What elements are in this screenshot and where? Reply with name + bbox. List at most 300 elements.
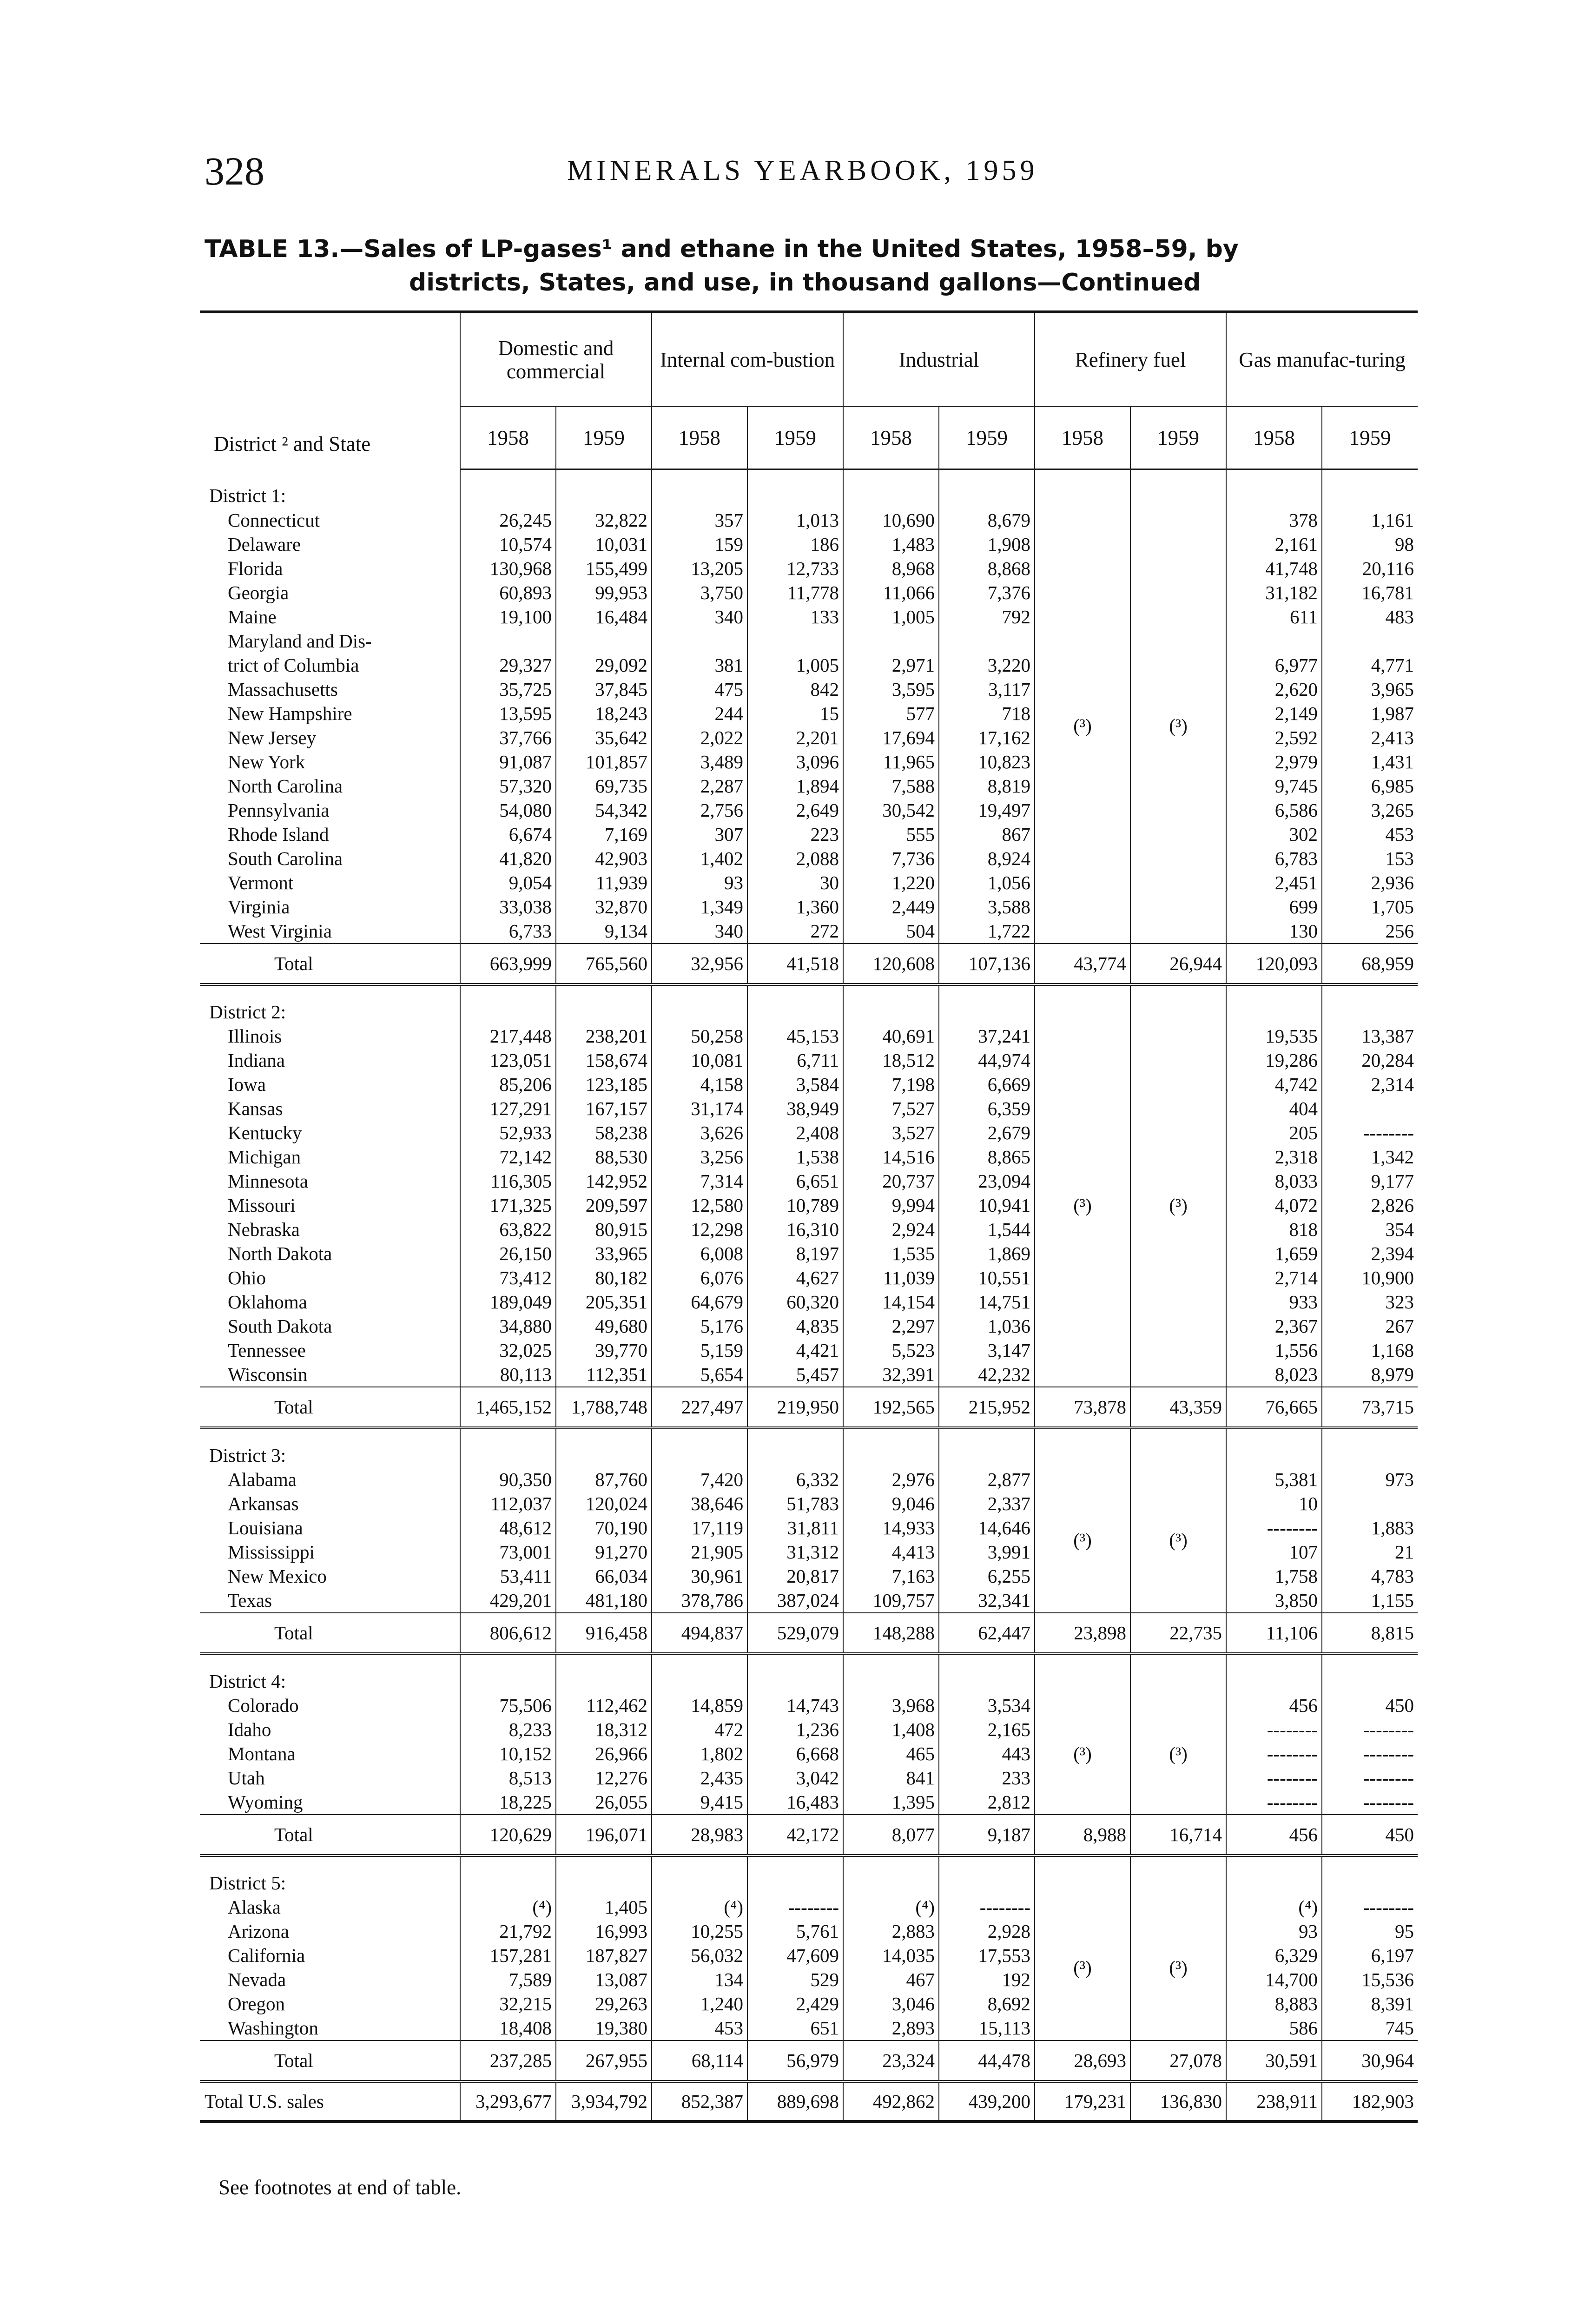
value-cell: 63,822 bbox=[460, 1217, 556, 1241]
value-cell: 11,965 bbox=[843, 750, 939, 774]
table-row bbox=[200, 1967, 1418, 1992]
value-cell: 134 bbox=[652, 1967, 747, 1992]
value-cell: 307 bbox=[652, 822, 747, 846]
table-row bbox=[200, 919, 1418, 944]
empty-cell bbox=[652, 1654, 747, 1693]
total-value-cell: 27,078 bbox=[1130, 2040, 1226, 2081]
value-cell: 529 bbox=[747, 1967, 843, 1992]
table-row bbox=[200, 2016, 1418, 2040]
value-cell: 11,039 bbox=[843, 1266, 939, 1290]
empty-cell bbox=[460, 1855, 556, 1895]
value-cell: 4,413 bbox=[843, 1540, 939, 1564]
value-cell: 32,025 bbox=[460, 1338, 556, 1362]
value-cell: 95 bbox=[1322, 1919, 1418, 1943]
value-cell: 8,819 bbox=[939, 774, 1035, 798]
value-cell: 99,953 bbox=[556, 581, 652, 605]
table-row bbox=[200, 556, 1418, 581]
value-cell: 91,087 bbox=[460, 750, 556, 774]
total-value-cell: 1,788,748 bbox=[556, 1387, 652, 1428]
value-cell: 6,197 bbox=[1322, 1943, 1418, 1967]
table-row bbox=[200, 871, 1418, 895]
value-cell: 1,168 bbox=[1322, 1338, 1418, 1362]
state-name: North Carolina bbox=[228, 775, 343, 797]
value-cell: 7,169 bbox=[556, 822, 652, 846]
value-cell: 60,320 bbox=[747, 1290, 843, 1314]
empty-cell bbox=[1322, 984, 1418, 1024]
value-cell: 7,376 bbox=[939, 581, 1035, 605]
value-cell: 127,291 bbox=[460, 1096, 556, 1121]
value-cell: 2,679 bbox=[939, 1121, 1035, 1145]
value-cell: 20,284 bbox=[1322, 1048, 1418, 1072]
value-cell: 3,626 bbox=[652, 1121, 747, 1145]
state-name: Colorado bbox=[228, 1695, 299, 1716]
value-cell: 792 bbox=[939, 605, 1035, 629]
value-cell: 267 bbox=[1322, 1314, 1418, 1338]
footnote-reference: See footnotes at end of table. bbox=[218, 2176, 462, 2199]
value-cell: -------- bbox=[1322, 1742, 1418, 1766]
value-cell: 187,827 bbox=[556, 1943, 652, 1967]
value-cell: 1,538 bbox=[747, 1145, 843, 1169]
footnote-marker: (³) bbox=[1073, 1529, 1092, 1551]
total-value-cell: 22,735 bbox=[1130, 1613, 1226, 1654]
table-row bbox=[200, 1693, 1418, 1717]
total-label: Total bbox=[200, 1613, 460, 1654]
value-cell: 2,318 bbox=[1226, 1145, 1322, 1169]
value-cell: 73,412 bbox=[460, 1266, 556, 1290]
value-cell: 30,542 bbox=[843, 798, 939, 822]
value-cell: 1,431 bbox=[1322, 750, 1418, 774]
value-cell: 2,877 bbox=[939, 1467, 1035, 1492]
value-cell: -------- bbox=[939, 1895, 1035, 1919]
value-cell: (⁴) bbox=[652, 1895, 747, 1919]
empty-cell bbox=[652, 1855, 747, 1895]
value-cell: 16,484 bbox=[556, 605, 652, 629]
state-name: Idaho bbox=[228, 1719, 271, 1740]
total-value-cell: 28,983 bbox=[652, 1815, 747, 1855]
table-row bbox=[200, 1766, 1418, 1790]
total-value-cell: 32,956 bbox=[652, 944, 747, 984]
value-cell: 49,680 bbox=[556, 1314, 652, 1338]
value-cell: -------- bbox=[1226, 1516, 1322, 1540]
value-cell: 11,066 bbox=[843, 581, 939, 605]
total-value-cell: 765,560 bbox=[556, 944, 652, 984]
page-number: 328 bbox=[205, 149, 264, 193]
value-cell: -------- bbox=[1322, 1121, 1418, 1145]
value-cell bbox=[652, 629, 747, 653]
value-cell: 159 bbox=[652, 532, 747, 556]
value-cell: 3,534 bbox=[939, 1693, 1035, 1717]
empty-cell bbox=[556, 469, 652, 508]
state-name: Pennsylvania bbox=[228, 799, 330, 821]
value-cell: 171,325 bbox=[460, 1193, 556, 1217]
value-cell: 4,835 bbox=[747, 1314, 843, 1338]
value-cell: 44,974 bbox=[939, 1048, 1035, 1072]
empty-cell bbox=[556, 1428, 652, 1467]
value-cell: 153 bbox=[1322, 846, 1418, 871]
value-cell: 3,527 bbox=[843, 1121, 939, 1145]
value-cell: 12,733 bbox=[747, 556, 843, 581]
value-cell: 112,462 bbox=[556, 1693, 652, 1717]
year-header: 1959 bbox=[556, 407, 652, 469]
empty-cell bbox=[1322, 1428, 1418, 1467]
footnote-marker: (³) bbox=[1073, 715, 1092, 736]
table-row bbox=[200, 1540, 1418, 1564]
value-cell: 14,154 bbox=[843, 1290, 939, 1314]
table-row bbox=[200, 1742, 1418, 1766]
total-value-cell: 120,608 bbox=[843, 944, 939, 984]
year-header: 1958 bbox=[843, 407, 939, 469]
value-cell: 2,826 bbox=[1322, 1193, 1418, 1217]
total-value-cell: 148,288 bbox=[843, 1613, 939, 1654]
value-cell: 1,402 bbox=[652, 846, 747, 871]
footnote-marker: (³) bbox=[1169, 1957, 1188, 1978]
value-cell: 1,342 bbox=[1322, 1145, 1418, 1169]
value-cell: 98 bbox=[1322, 532, 1418, 556]
value-cell: 10,900 bbox=[1322, 1266, 1418, 1290]
table-row bbox=[200, 1314, 1418, 1338]
value-cell: 7,163 bbox=[843, 1564, 939, 1588]
grand-total-value-cell: 136,830 bbox=[1130, 2081, 1226, 2121]
empty-cell bbox=[556, 1654, 652, 1693]
value-cell: 20,737 bbox=[843, 1169, 939, 1193]
value-cell bbox=[843, 629, 939, 653]
value-cell: 1,483 bbox=[843, 532, 939, 556]
state-name: Nevada bbox=[228, 1969, 286, 1990]
value-cell: 8,391 bbox=[1322, 1992, 1418, 2016]
empty-cell bbox=[460, 469, 556, 508]
value-cell: 3,750 bbox=[652, 581, 747, 605]
value-cell: 13,205 bbox=[652, 556, 747, 581]
value-cell: 238,201 bbox=[556, 1024, 652, 1048]
grand-total-value-cell: 3,293,677 bbox=[460, 2081, 556, 2121]
value-cell: 3,256 bbox=[652, 1145, 747, 1169]
value-cell: 70,190 bbox=[556, 1516, 652, 1540]
value-cell: 50,258 bbox=[652, 1024, 747, 1048]
empty-cell bbox=[1322, 469, 1418, 508]
value-cell: 3,991 bbox=[939, 1540, 1035, 1564]
value-cell: 9,054 bbox=[460, 871, 556, 895]
value-cell: 2,928 bbox=[939, 1919, 1035, 1943]
value-cell: 56,032 bbox=[652, 1943, 747, 1967]
value-cell: 8,197 bbox=[747, 1241, 843, 1266]
value-cell: 555 bbox=[843, 822, 939, 846]
value-cell: 45,153 bbox=[747, 1024, 843, 1048]
value-cell: 1,013 bbox=[747, 508, 843, 532]
empty-cell bbox=[460, 984, 556, 1024]
value-cell: 26,245 bbox=[460, 508, 556, 532]
state-name: Vermont bbox=[228, 872, 294, 893]
value-cell: 404 bbox=[1226, 1096, 1322, 1121]
value-cell: 10,574 bbox=[460, 532, 556, 556]
total-value-cell: 11,106 bbox=[1226, 1613, 1322, 1654]
empty-cell bbox=[1130, 1428, 1226, 1467]
value-cell: 32,870 bbox=[556, 895, 652, 919]
total-value-cell: 663,999 bbox=[460, 944, 556, 984]
value-cell: 1,908 bbox=[939, 532, 1035, 556]
state-name: North Dakota bbox=[228, 1243, 332, 1264]
page-header bbox=[205, 148, 1459, 199]
value-cell: 37,845 bbox=[556, 677, 652, 701]
value-cell: 233 bbox=[939, 1766, 1035, 1790]
value-cell: 3,489 bbox=[652, 750, 747, 774]
value-cell bbox=[556, 629, 652, 653]
total-value-cell: 806,612 bbox=[460, 1613, 556, 1654]
value-cell: 3,584 bbox=[747, 1072, 843, 1096]
grand-total-value-cell: 238,911 bbox=[1226, 2081, 1322, 2121]
value-cell: 7,527 bbox=[843, 1096, 939, 1121]
state-name: Oklahoma bbox=[228, 1291, 307, 1313]
value-cell: 1,220 bbox=[843, 871, 939, 895]
state-name: New Hampshire bbox=[228, 703, 352, 724]
value-cell: 472 bbox=[652, 1717, 747, 1742]
value-cell: 6,076 bbox=[652, 1266, 747, 1290]
state-name: Florida bbox=[228, 558, 283, 579]
value-cell: 101,857 bbox=[556, 750, 652, 774]
value-cell: 2,165 bbox=[939, 1717, 1035, 1742]
value-cell: 33,038 bbox=[460, 895, 556, 919]
value-cell: 91,270 bbox=[556, 1540, 652, 1564]
value-cell: 1,894 bbox=[747, 774, 843, 798]
value-cell: 256 bbox=[1322, 919, 1418, 944]
state-name: West Virginia bbox=[228, 920, 332, 942]
state-name: Mississippi bbox=[228, 1541, 315, 1563]
total-value-cell: 56,979 bbox=[747, 2040, 843, 2081]
value-cell: 3,096 bbox=[747, 750, 843, 774]
total-value-cell: 227,497 bbox=[652, 1387, 747, 1428]
state-name: Louisiana bbox=[228, 1517, 303, 1538]
total-value-cell: 73,878 bbox=[1035, 1387, 1130, 1428]
total-value-cell: 192,565 bbox=[843, 1387, 939, 1428]
value-cell: 6,711 bbox=[747, 1048, 843, 1072]
value-cell: 26,055 bbox=[556, 1790, 652, 1815]
value-cell: 2,936 bbox=[1322, 871, 1418, 895]
value-cell: 47,609 bbox=[747, 1943, 843, 1967]
value-cell: 42,232 bbox=[939, 1362, 1035, 1387]
value-cell: 31,312 bbox=[747, 1540, 843, 1564]
table-row bbox=[200, 677, 1418, 701]
value-cell: 130 bbox=[1226, 919, 1322, 944]
value-cell: 6,651 bbox=[747, 1169, 843, 1193]
empty-cell bbox=[556, 1855, 652, 1895]
value-cell: 3,595 bbox=[843, 677, 939, 701]
value-cell: 9,745 bbox=[1226, 774, 1322, 798]
state-name: Connecticut bbox=[228, 509, 320, 531]
value-cell: 123,051 bbox=[460, 1048, 556, 1072]
year-header: 1958 bbox=[652, 407, 747, 469]
table-row bbox=[200, 1895, 1418, 1919]
table-row bbox=[200, 532, 1418, 556]
table-row bbox=[200, 1024, 1418, 1048]
value-cell: 718 bbox=[939, 701, 1035, 726]
state-name: South Dakota bbox=[228, 1315, 332, 1337]
value-cell: 3,042 bbox=[747, 1766, 843, 1790]
empty-cell bbox=[1035, 469, 1130, 508]
table-row bbox=[200, 1492, 1418, 1516]
value-cell: 40,691 bbox=[843, 1024, 939, 1048]
footnote-marker: (³) bbox=[1073, 1743, 1092, 1764]
empty-cell bbox=[843, 1855, 939, 1895]
value-cell: 80,182 bbox=[556, 1266, 652, 1290]
table-row bbox=[200, 1217, 1418, 1241]
value-cell: 5,159 bbox=[652, 1338, 747, 1362]
value-cell: 5,654 bbox=[652, 1362, 747, 1387]
table-row bbox=[200, 726, 1418, 750]
value-cell: 19,100 bbox=[460, 605, 556, 629]
value-cell: 387,024 bbox=[747, 1588, 843, 1613]
value-cell: 2,337 bbox=[939, 1492, 1035, 1516]
value-cell: -------- bbox=[1226, 1766, 1322, 1790]
empty-cell bbox=[460, 1428, 556, 1467]
table-row bbox=[200, 1717, 1418, 1742]
table-body bbox=[200, 469, 1418, 2122]
state-name: Texas bbox=[228, 1590, 272, 1611]
table-row bbox=[200, 1919, 1418, 1943]
footnote-marker: (³) bbox=[1073, 1957, 1092, 1978]
value-cell: 38,949 bbox=[747, 1096, 843, 1121]
value-cell: 10,690 bbox=[843, 508, 939, 532]
value-cell: 1,349 bbox=[652, 895, 747, 919]
group-header-internal-combustion: Internal com-bustion bbox=[652, 312, 843, 407]
total-value-cell: 237,285 bbox=[460, 2040, 556, 2081]
state-name: Kentucky bbox=[228, 1122, 302, 1143]
value-cell: 116,305 bbox=[460, 1169, 556, 1193]
value-cell: 73,001 bbox=[460, 1540, 556, 1564]
value-cell: 1,236 bbox=[747, 1717, 843, 1742]
total-value-cell: 9,187 bbox=[939, 1815, 1035, 1855]
value-cell: (⁴) bbox=[1226, 1895, 1322, 1919]
empty-cell bbox=[1035, 1428, 1130, 1467]
total-label: Total bbox=[200, 1387, 460, 1428]
state-name: Maryland and Dis- bbox=[228, 630, 372, 652]
value-cell: 107 bbox=[1226, 1540, 1322, 1564]
value-cell: 2,088 bbox=[747, 846, 843, 871]
table-title bbox=[205, 232, 1441, 299]
district-header-row bbox=[200, 984, 1418, 1024]
value-cell: 699 bbox=[1226, 895, 1322, 919]
table-row bbox=[200, 750, 1418, 774]
value-cell: 1,722 bbox=[939, 919, 1035, 944]
value-cell: -------- bbox=[1322, 1790, 1418, 1815]
value-cell: 29,092 bbox=[556, 653, 652, 677]
value-cell: 4,421 bbox=[747, 1338, 843, 1362]
value-cell: -------- bbox=[1226, 1790, 1322, 1815]
value-cell: 20,817 bbox=[747, 1564, 843, 1588]
refinery-fuel-1959-cell bbox=[1130, 1895, 1226, 2040]
footnote-marker: (³) bbox=[1169, 715, 1188, 736]
value-cell: 1,987 bbox=[1322, 701, 1418, 726]
value-cell: 9,046 bbox=[843, 1492, 939, 1516]
value-cell: 10,081 bbox=[652, 1048, 747, 1072]
empty-cell bbox=[1035, 1654, 1130, 1693]
table-row bbox=[200, 1790, 1418, 1815]
value-cell: 57,320 bbox=[460, 774, 556, 798]
value-cell: 205 bbox=[1226, 1121, 1322, 1145]
value-cell: 5,523 bbox=[843, 1338, 939, 1362]
value-cell: 2,367 bbox=[1226, 1314, 1322, 1338]
year-header: 1959 bbox=[1130, 407, 1226, 469]
empty-cell bbox=[843, 469, 939, 508]
value-cell bbox=[747, 629, 843, 653]
state-name: Iowa bbox=[228, 1074, 266, 1095]
state-name: Tennessee bbox=[228, 1340, 306, 1361]
value-cell: 842 bbox=[747, 677, 843, 701]
total-label: Total bbox=[200, 2040, 460, 2081]
state-name: Ohio bbox=[228, 1267, 266, 1288]
value-cell: 16,483 bbox=[747, 1790, 843, 1815]
value-cell: 41,748 bbox=[1226, 556, 1322, 581]
value-cell: 66,034 bbox=[556, 1564, 652, 1588]
value-cell: 745 bbox=[1322, 2016, 1418, 2040]
value-cell: 10,789 bbox=[747, 1193, 843, 1217]
value-cell: 8,033 bbox=[1226, 1169, 1322, 1193]
table-row bbox=[200, 895, 1418, 919]
empty-cell bbox=[747, 469, 843, 508]
value-cell: 18,243 bbox=[556, 701, 652, 726]
value-cell: 14,516 bbox=[843, 1145, 939, 1169]
value-cell: 38,646 bbox=[652, 1492, 747, 1516]
value-cell: 6,783 bbox=[1226, 846, 1322, 871]
value-cell: 429,201 bbox=[460, 1588, 556, 1613]
state-name: trict of Columbia bbox=[228, 654, 359, 676]
value-cell: 6,359 bbox=[939, 1096, 1035, 1121]
state-name: Alabama bbox=[228, 1469, 297, 1490]
table-title-line-2: districts, States, and use, in thousand gallons—Continued bbox=[409, 269, 1201, 297]
table-row bbox=[200, 1943, 1418, 1967]
value-cell: 142,952 bbox=[556, 1169, 652, 1193]
value-cell: 35,725 bbox=[460, 677, 556, 701]
value-cell: 2,394 bbox=[1322, 1241, 1418, 1266]
total-row bbox=[200, 944, 1418, 984]
value-cell: 2,756 bbox=[652, 798, 747, 822]
total-value-cell: 26,944 bbox=[1130, 944, 1226, 984]
state-name: California bbox=[228, 1945, 305, 1966]
total-value-cell: 267,955 bbox=[556, 2040, 652, 2081]
state-name: Indiana bbox=[228, 1050, 285, 1071]
value-cell: 32,822 bbox=[556, 508, 652, 532]
empty-cell bbox=[1130, 1654, 1226, 1693]
value-cell: 6,008 bbox=[652, 1241, 747, 1266]
value-cell: 15,113 bbox=[939, 2016, 1035, 2040]
total-row bbox=[200, 2040, 1418, 2081]
total-value-cell: 494,837 bbox=[652, 1613, 747, 1654]
value-cell: 2,149 bbox=[1226, 701, 1322, 726]
value-cell: 8,883 bbox=[1226, 1992, 1322, 2016]
table-row bbox=[200, 605, 1418, 629]
year-header: 1958 bbox=[460, 407, 556, 469]
value-cell: 2,408 bbox=[747, 1121, 843, 1145]
value-cell: 357 bbox=[652, 508, 747, 532]
value-cell: 453 bbox=[652, 2016, 747, 2040]
value-cell: 18,512 bbox=[843, 1048, 939, 1072]
value-cell: 80,915 bbox=[556, 1217, 652, 1241]
value-cell: 14,646 bbox=[939, 1516, 1035, 1540]
total-value-cell: 215,952 bbox=[939, 1387, 1035, 1428]
empty-cell bbox=[747, 1855, 843, 1895]
value-cell: 19,380 bbox=[556, 2016, 652, 2040]
total-value-cell: 456 bbox=[1226, 1815, 1322, 1855]
value-cell: 8,679 bbox=[939, 508, 1035, 532]
state-name: Michigan bbox=[228, 1146, 301, 1168]
value-cell: 2,592 bbox=[1226, 726, 1322, 750]
value-cell: 10,941 bbox=[939, 1193, 1035, 1217]
value-cell: 1,758 bbox=[1226, 1564, 1322, 1588]
value-cell: 7,314 bbox=[652, 1169, 747, 1193]
value-cell: 973 bbox=[1322, 1467, 1418, 1492]
empty-cell bbox=[939, 469, 1035, 508]
value-cell: 378 bbox=[1226, 508, 1322, 532]
value-cell: 54,342 bbox=[556, 798, 652, 822]
value-cell: 3,046 bbox=[843, 1992, 939, 2016]
